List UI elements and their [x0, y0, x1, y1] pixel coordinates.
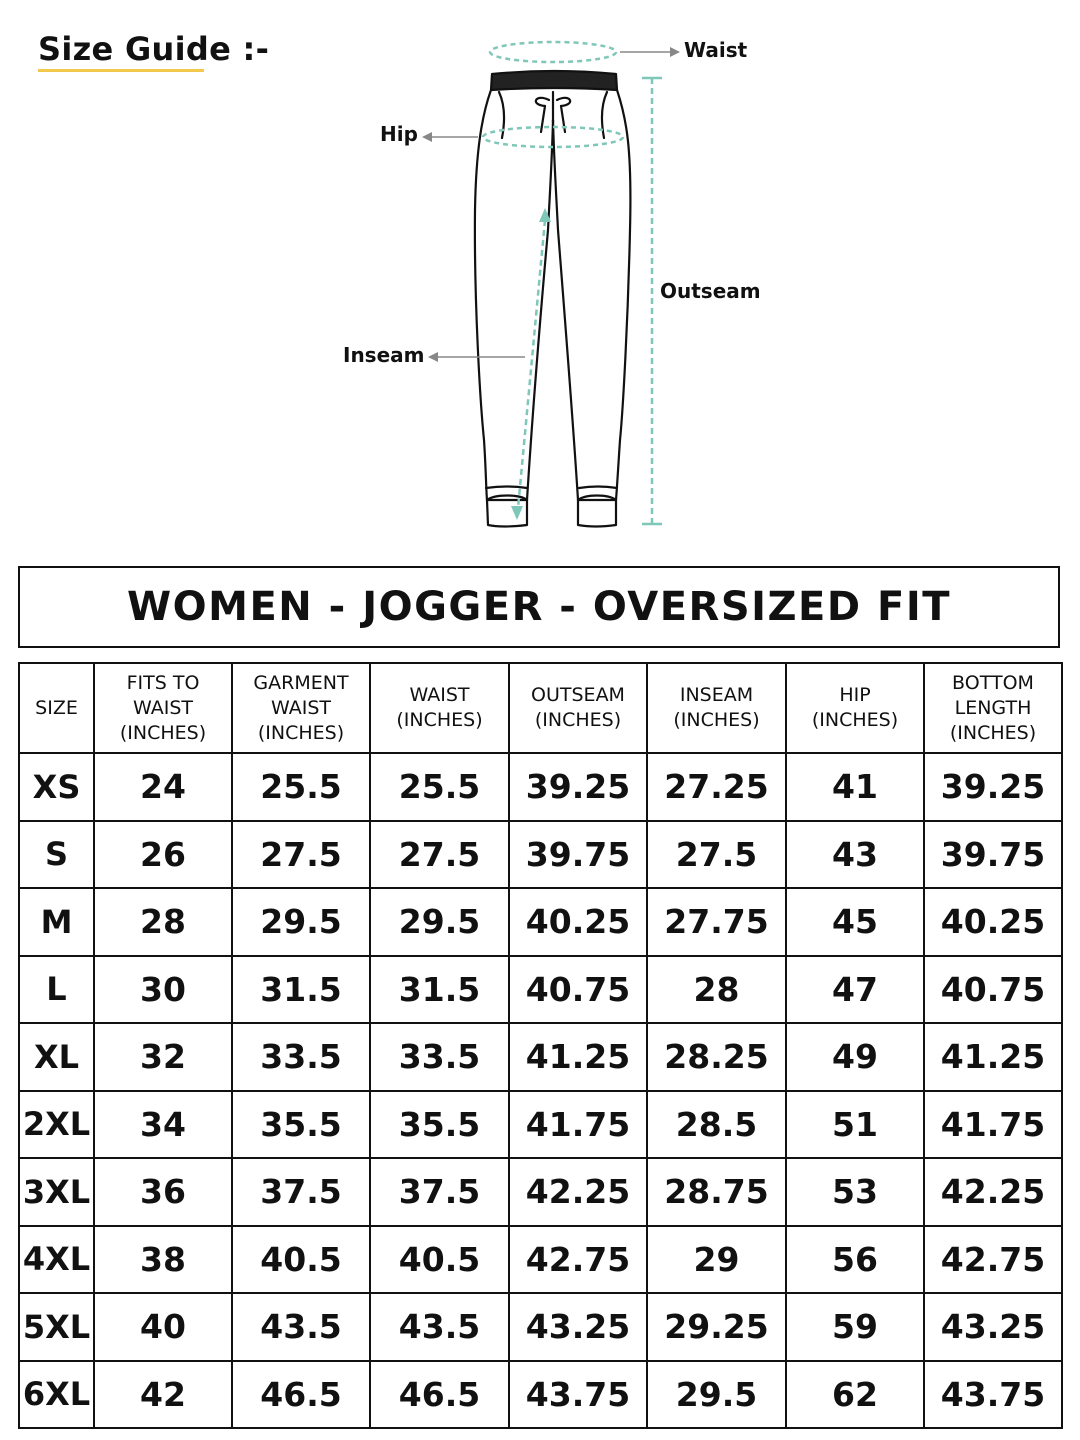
column-header: SIZE — [19, 663, 94, 753]
size-cell: XS — [19, 753, 94, 821]
table-cell: 43.75 — [924, 1361, 1062, 1429]
table-row — [19, 956, 1062, 1024]
waist-measure-oval — [490, 42, 616, 62]
table-cell: 28 — [94, 888, 232, 956]
table-cell: 27.5 — [647, 821, 786, 889]
table-cell: 40.75 — [924, 956, 1062, 1024]
table-cell: 39.75 — [924, 821, 1062, 889]
size-cell: XL — [19, 1023, 94, 1091]
table-cell: 28.75 — [647, 1158, 786, 1226]
size-guide-title: Size Guide :- — [38, 30, 270, 68]
table-cell: 37.5 — [370, 1158, 509, 1226]
table-cell: 40.5 — [232, 1226, 370, 1294]
table-cell: 62 — [786, 1361, 924, 1429]
table-cell: 41.25 — [924, 1023, 1062, 1091]
size-cell: 5XL — [19, 1293, 94, 1361]
table-cell: 41 — [786, 753, 924, 821]
table-row — [19, 1023, 1062, 1091]
table-cell: 46.5 — [232, 1361, 370, 1429]
table-cell: 39.25 — [509, 753, 647, 821]
table-cell: 26 — [94, 821, 232, 889]
arrow-left-icon — [428, 352, 525, 362]
table-cell: 39.75 — [509, 821, 647, 889]
column-header: WAIST (INCHES) — [370, 663, 509, 753]
table-cell: 25.5 — [232, 753, 370, 821]
size-cell: 4XL — [19, 1226, 94, 1294]
table-cell: 43 — [786, 821, 924, 889]
table-cell: 45 — [786, 888, 924, 956]
table-cell: 40 — [94, 1293, 232, 1361]
table-cell: 25.5 — [370, 753, 509, 821]
table-row — [19, 888, 1062, 956]
table-cell: 30 — [94, 956, 232, 1024]
table-cell: 41.75 — [924, 1091, 1062, 1159]
jogger-pants-icon — [475, 71, 631, 527]
table-cell: 34 — [94, 1091, 232, 1159]
table-cell: 29.5 — [647, 1361, 786, 1429]
size-cell: M — [19, 888, 94, 956]
waist-label: Waist — [684, 38, 748, 62]
table-cell: 41.25 — [509, 1023, 647, 1091]
table-cell: 28.25 — [647, 1023, 786, 1091]
table-cell: 39.25 — [924, 753, 1062, 821]
table-cell: 35.5 — [232, 1091, 370, 1159]
table-cell: 41.75 — [509, 1091, 647, 1159]
table-cell: 31.5 — [370, 956, 509, 1024]
table-row — [19, 753, 1062, 821]
table-row — [19, 821, 1062, 889]
column-header: HIP (INCHES) — [786, 663, 924, 753]
table-cell: 27.75 — [647, 888, 786, 956]
table-cell: 43.25 — [509, 1293, 647, 1361]
arrow-right-icon — [620, 47, 680, 57]
outseam-measure-line — [642, 78, 662, 524]
table-cell: 28 — [647, 956, 786, 1024]
table-cell: 33.5 — [370, 1023, 509, 1091]
table-cell: 38 — [94, 1226, 232, 1294]
size-chart-table — [18, 662, 1063, 1429]
table-cell: 42 — [94, 1361, 232, 1429]
table-cell: 51 — [786, 1091, 924, 1159]
hip-label: Hip — [380, 122, 418, 146]
table-cell: 33.5 — [232, 1023, 370, 1091]
table-cell: 53 — [786, 1158, 924, 1226]
table-cell: 46.5 — [370, 1361, 509, 1429]
table-cell: 29.5 — [232, 888, 370, 956]
table-cell: 42.75 — [509, 1226, 647, 1294]
table-cell: 59 — [786, 1293, 924, 1361]
size-cell: 3XL — [19, 1158, 94, 1226]
table-cell: 43.25 — [924, 1293, 1062, 1361]
size-chart-body — [19, 753, 1062, 1428]
table-cell: 36 — [94, 1158, 232, 1226]
table-cell: 27.5 — [370, 821, 509, 889]
size-cell: 6XL — [19, 1361, 94, 1429]
table-cell: 42.75 — [924, 1226, 1062, 1294]
column-header: INSEAM (INCHES) — [647, 663, 786, 753]
table-cell: 42.25 — [924, 1158, 1062, 1226]
table-cell: 27.25 — [647, 753, 786, 821]
inseam-label: Inseam — [343, 343, 425, 367]
table-cell: 40.5 — [370, 1226, 509, 1294]
table-cell: 27.5 — [232, 821, 370, 889]
table-cell: 49 — [786, 1023, 924, 1091]
table-cell: 32 — [94, 1023, 232, 1091]
arrow-left-icon — [422, 132, 478, 142]
table-cell: 28.5 — [647, 1091, 786, 1159]
table-cell: 40.75 — [509, 956, 647, 1024]
table-cell: 40.25 — [924, 888, 1062, 956]
table-cell: 29.5 — [370, 888, 509, 956]
size-chart-header-row — [19, 663, 1062, 753]
size-cell: L — [19, 956, 94, 1024]
table-row — [19, 1293, 1062, 1361]
column-header: BOTTOM LENGTH (INCHES) — [924, 663, 1062, 753]
table-cell: 24 — [94, 753, 232, 821]
table-cell: 43.75 — [509, 1361, 647, 1429]
table-cell: 42.25 — [509, 1158, 647, 1226]
table-cell: 43.5 — [370, 1293, 509, 1361]
jogger-diagram — [0, 0, 1080, 545]
table-cell: 47 — [786, 956, 924, 1024]
table-cell: 29 — [647, 1226, 786, 1294]
size-chart-title-box — [18, 566, 1060, 648]
table-cell: 37.5 — [232, 1158, 370, 1226]
table-cell: 56 — [786, 1226, 924, 1294]
table-cell: 29.25 — [647, 1293, 786, 1361]
table-row — [19, 1091, 1062, 1159]
table-row — [19, 1361, 1062, 1429]
column-header: FITS TO WAIST (INCHES) — [94, 663, 232, 753]
table-cell: 43.5 — [232, 1293, 370, 1361]
outseam-label: Outseam — [660, 279, 761, 303]
column-header: OUTSEAM (INCHES) — [509, 663, 647, 753]
size-chart-title: WOMEN - JOGGER - OVERSIZED FIT — [127, 584, 951, 630]
table-row — [19, 1158, 1062, 1226]
table-cell: 35.5 — [370, 1091, 509, 1159]
table-row — [19, 1226, 1062, 1294]
table-cell: 40.25 — [509, 888, 647, 956]
size-cell: 2XL — [19, 1091, 94, 1159]
table-cell: 31.5 — [232, 956, 370, 1024]
column-header: GARMENT WAIST (INCHES) — [232, 663, 370, 753]
size-cell: S — [19, 821, 94, 889]
